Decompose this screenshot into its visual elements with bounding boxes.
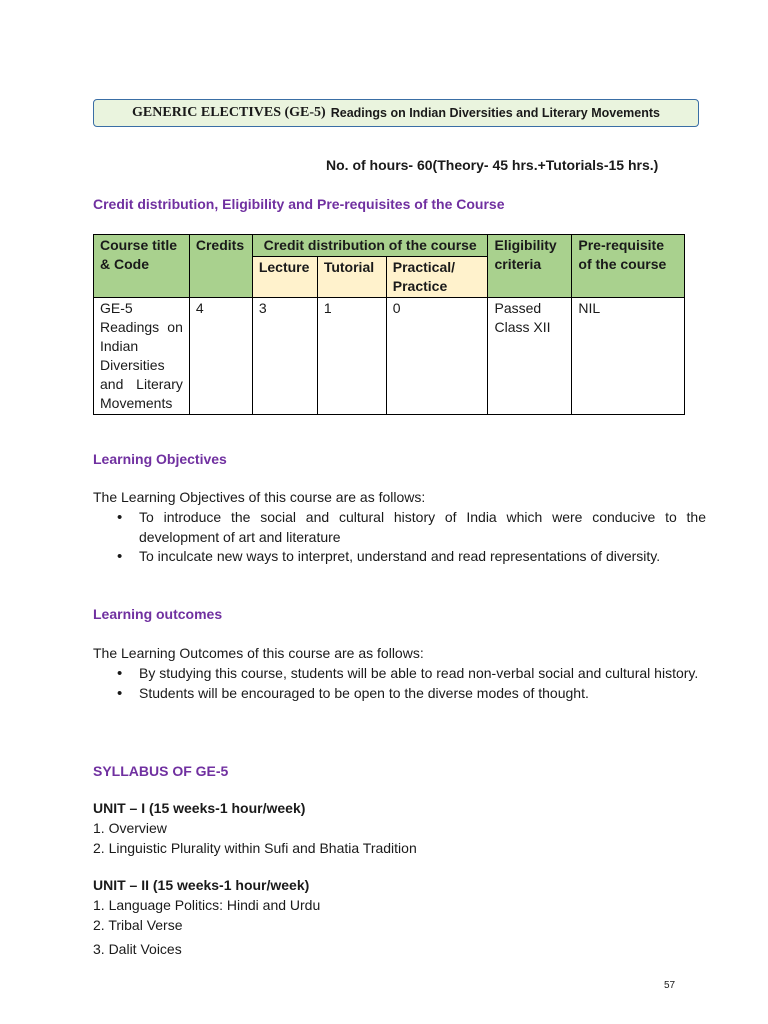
cell-course: GE-5 Readings on Indian Diversities and Literary Movements — [94, 298, 190, 415]
header-lecture: Lecture — [252, 257, 317, 298]
header-course-title: Course title & Code — [94, 235, 190, 298]
cell-eligibility: Passed Class XII — [488, 298, 572, 415]
unit2-item: 3. Dalit Voices — [93, 941, 182, 957]
header-tutorial: Tutorial — [317, 257, 386, 298]
list-item: • To introduce the social and cultural history of India which were conducive to the development of art and literature — [139, 508, 706, 547]
header-practical: Practical/ Practice — [386, 257, 488, 298]
list-item: • By studying this course, students will be able to read non-verbal social and cultural history. — [139, 664, 706, 684]
list-item: • To inculcate new ways to interpret, understand and read representations of diversity. — [139, 547, 706, 567]
table-header-row — [94, 235, 685, 257]
cell-credits: 4 — [189, 298, 252, 415]
table-row — [94, 298, 685, 415]
unit1-heading: UNIT – I (15 weeks-1 hour/week) — [93, 800, 306, 816]
credit-table — [93, 234, 685, 415]
unit1-item: 1. Overview — [93, 820, 167, 836]
cell-practical: 0 — [386, 298, 488, 415]
cell-lecture: 3 — [252, 298, 317, 415]
objectives-list — [93, 508, 706, 567]
course-header-code: GENERIC ELECTIVES (GE-5) — [132, 105, 326, 120]
objectives-intro: The Learning Objectives of this course are as follows: — [93, 489, 426, 505]
header-eligibility: Eligibility criteria — [488, 235, 572, 298]
cell-tutorial: 1 — [317, 298, 386, 415]
outcomes-intro: The Learning Outcomes of this course are as follows: — [93, 645, 424, 661]
syllabus-title: SYLLABUS OF GE-5 — [93, 763, 229, 779]
unit1-item: 2. Linguistic Plurality within Sufi and Bhatia Tradition — [93, 840, 417, 856]
objectives-title: Learning Objectives — [93, 451, 227, 467]
outcomes-title: Learning outcomes — [93, 606, 223, 622]
cell-prerequisite: NIL — [572, 298, 685, 415]
course-header-title: Readings on Indian Diversities and Literary Movements — [330, 106, 660, 120]
header-prerequisite: Pre-requisite of the course — [572, 235, 685, 298]
course-header-box — [93, 99, 699, 127]
page-number: 57 — [664, 980, 676, 991]
outcomes-list — [93, 664, 706, 703]
unit2-heading: UNIT – II (15 weeks-1 hour/week) — [93, 877, 310, 893]
credit-section-title: Credit distribution, Eligibility and Pre-requisites of the Course — [93, 196, 505, 212]
list-item: • Students will be encouraged to be open to the diverse modes of thought. — [139, 684, 706, 704]
header-credit-distribution: Credit distribution of the course — [252, 235, 488, 257]
unit2-item: 2. Tribal Verse — [93, 917, 183, 933]
unit2-item: 1. Language Politics: Hindi and Urdu — [93, 897, 321, 913]
hours-line: No. of hours- 60(Theory- 45 hrs.+Tutorials-15 hrs.) — [326, 157, 659, 173]
header-credits: Credits — [189, 235, 252, 298]
